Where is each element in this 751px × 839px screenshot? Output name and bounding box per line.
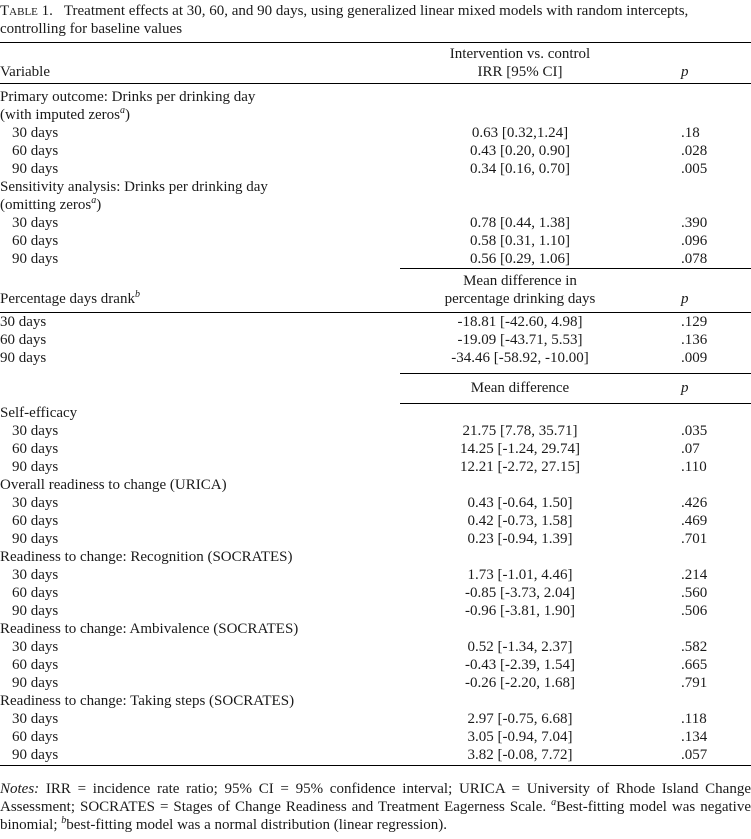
urica-title: Overall readiness to change (URICA) [0,476,227,493]
text-span: ) [96,196,102,213]
table-cell: .129 [681,313,708,330]
table-cell: .469 [681,512,708,529]
effect-header-line2: IRR [95% CI] [400,63,640,83]
table-cell: 0.58 [0.31, 1.10] [470,232,570,249]
table-row [0,458,751,476]
table-cell: 30 days [12,710,59,727]
table-cell: 60 days [12,440,59,457]
table-cell: 90 days [12,458,59,475]
footnote-marker: a [119,104,125,116]
table-cell: 2.97 [-0.75, 6.68] [467,710,573,727]
table-caption [0,2,751,38]
table-cell: 0.43 [-0.64, 1.50] [467,494,573,511]
table-cell: 90 days [12,530,59,547]
table-row [0,512,751,530]
notes-sup-a: a [551,797,557,808]
table-cell: .110 [681,458,707,475]
pdd-p-header: p [640,290,751,312]
self-efficacy-title: Self-efficacy [0,404,78,421]
notes-label: Notes: [0,781,40,797]
caption-text: Treatment effects at 30, 60, and 90 days, using generalized linear mixed models with random intercepts, controlling for baseline values [0,3,689,37]
table-cell: 60 days [12,512,59,529]
effect-header-line1: Intervention vs. control [400,43,640,64]
table-cell: 90 days [12,251,59,267]
table-cell: -34.46 [-58.92, -10.00] [451,349,589,366]
primary-title-line1: Primary outcome: Drinks per drinking day [0,88,256,105]
notes-text-1: IRR = incidence rate ratio; 95% CI = 95% confidence interval; URICA = University of Rhode Island Change Assessment; SOCRATES = Stages of Change Readiness and Treatment Eagerness Scale. [0,781,751,815]
table-cell: 60 days [12,232,59,249]
table-cell: 3.05 [-0.94, 7.04] [467,728,573,745]
table-cell: .390 [681,214,708,231]
table-cell: .791 [681,674,708,691]
table-cell: 0.63 [0.32,1.24] [471,124,569,141]
table-row [0,312,751,331]
table-row [0,331,751,349]
table-row [0,232,751,250]
table-cell: 60 days [0,331,47,348]
table-row [0,530,751,548]
caption-label: Table 1. [0,3,53,19]
table-cell: 60 days [12,656,59,673]
section-title-row [0,692,751,710]
p-header: p [640,63,751,83]
table-cell: -18.81 [-42.60, 4.98] [457,313,583,330]
table-cell: 3.82 [-0.08, 7.72] [400,746,640,766]
table-cell: .665 [681,656,708,673]
table-cell: 60 days [12,728,59,745]
table-cell: .096 [681,232,708,249]
section-title-row [0,196,751,214]
table-cell: -0.96 [-3.81, 1.90] [465,602,575,619]
footnote-marker: a [91,194,97,206]
table-cell: 0.43 [0.20, 0.90] [470,142,570,159]
table-cell: 21.75 [7.78, 35.71] [462,422,578,439]
table-row [0,710,751,728]
table-cell: 30 days [12,214,59,231]
section-title-row [0,476,751,494]
table-cell: .582 [681,638,708,655]
recognition-title: Readiness to change: Recognition (SOCRATES) [0,548,293,565]
text-span: Percentage days drank [0,291,135,307]
table-cell: .057 [640,746,751,766]
table-cell [640,268,751,290]
variable-header: Variable [0,63,400,83]
notes-sup-b: b [61,815,67,826]
table-cell: 14.25 [-1.24, 29.74] [460,440,580,457]
section-title-row [0,403,751,422]
table-cell: 30 days [0,313,47,330]
table-cell: 90 days [12,160,59,177]
table-cell: 0.42 [-0.73, 1.58] [467,512,573,529]
section-title-row [0,178,751,196]
mean-diff-p-header: p [640,373,751,403]
table-row [0,440,751,458]
table-row [0,214,751,232]
table-cell [640,43,751,64]
header-row-2 [0,63,751,83]
pdd-header-row-2 [0,290,751,312]
table-cell [0,268,400,290]
table-cell: .134 [681,728,708,745]
table-row [0,674,751,692]
table-cell: .028 [681,142,708,159]
table-cell: .009 [681,349,708,366]
table-row [0,142,751,160]
table-row [0,746,751,766]
table-cell: 30 days [12,422,59,439]
text-span: (omitting zeros [0,196,92,213]
table-row [0,422,751,440]
table-cell: .426 [681,494,708,511]
table-row [0,728,751,746]
table-cell: 90 days [0,349,47,366]
table-cell: 30 days [12,494,59,511]
ambivalence-title: Readiness to change: Ambivalence (SOCRATES) [0,620,299,637]
primary-title-line2 [0,106,751,124]
table-cell: 90 days [12,674,59,691]
table-cell: .560 [681,584,708,601]
footnote-marker: b [134,289,140,300]
table-cell: 0.52 [-1.34, 2.37] [467,638,573,655]
mean-diff-col: Mean difference [400,373,640,403]
table-cell: 0.23 [-0.94, 1.39] [467,530,573,547]
section-title-row [0,620,751,638]
section-title-row [0,106,751,124]
table-row [0,250,751,269]
table-cell: 30 days [12,638,59,655]
table-cell [0,373,400,403]
table-cell: .005 [681,160,708,177]
table-cell: .035 [681,422,708,439]
table-cell: -0.26 [-2.20, 1.68] [465,674,575,691]
taking-steps-title: Readiness to change: Taking steps (SOCRATES) [0,692,295,709]
table-cell: -0.43 [-2.39, 1.54] [465,656,575,673]
table-row [0,566,751,584]
table-cell: .136 [681,331,708,348]
sensitivity-title-line1: Sensitivity analysis: Drinks per drinking day [0,178,268,195]
pdd-title [0,290,400,312]
text-span: ) [124,106,130,123]
table-row [0,349,751,367]
table-cell: .118 [681,710,707,727]
text-span: (with imputed zeros [0,106,120,123]
table-cell: -0.85 [-3.73, 2.04] [465,584,575,601]
table-cell: -19.09 [-43.71, 5.53] [457,331,583,348]
header-row [0,43,751,64]
table-cell: .078 [681,250,708,267]
table-row [0,124,751,142]
table-cell: 30 days [12,566,59,583]
table-cell: 1.73 [-1.01, 4.46] [467,566,573,583]
table-row [0,494,751,512]
table-cell: 90 days [12,602,59,619]
mean-diff-header-row [0,373,751,403]
table-cell: 0.34 [0.16, 0.70] [470,160,570,177]
table-cell [0,43,400,64]
section-title-row [0,548,751,566]
table-cell: .701 [681,530,708,547]
section-title-row [0,88,751,106]
pdd-col-line1: Mean difference in [400,268,640,290]
table-cell: .07 [681,440,700,457]
pdd-header-row [0,268,751,290]
notes-text-2: Best-fitting model was negative binomial; [0,799,751,833]
results-table [0,42,751,766]
table-cell: 60 days [12,584,59,601]
table-cell: .18 [681,124,700,141]
table-row [0,638,751,656]
table-cell: 0.78 [0.44, 1.38] [470,214,570,231]
sensitivity-title-line2 [0,196,751,214]
table-row [0,584,751,602]
table-cell: .506 [681,602,708,619]
table-cell: 60 days [12,142,59,159]
pdd-col-line2: percentage drinking days [400,290,640,312]
notes-text-3: best-fitting model was a normal distribution (linear regression). [66,817,447,833]
table-row [0,656,751,674]
table-cell: 0.56 [0.29, 1.06] [470,250,570,267]
table-row [0,160,751,178]
table-notes [0,780,751,834]
table-cell: 90 days [0,746,400,766]
table-cell: 12.21 [-2.72, 27.15] [460,458,580,475]
table-cell: 30 days [12,124,59,141]
table-cell: .214 [681,566,708,583]
table-row [0,602,751,620]
